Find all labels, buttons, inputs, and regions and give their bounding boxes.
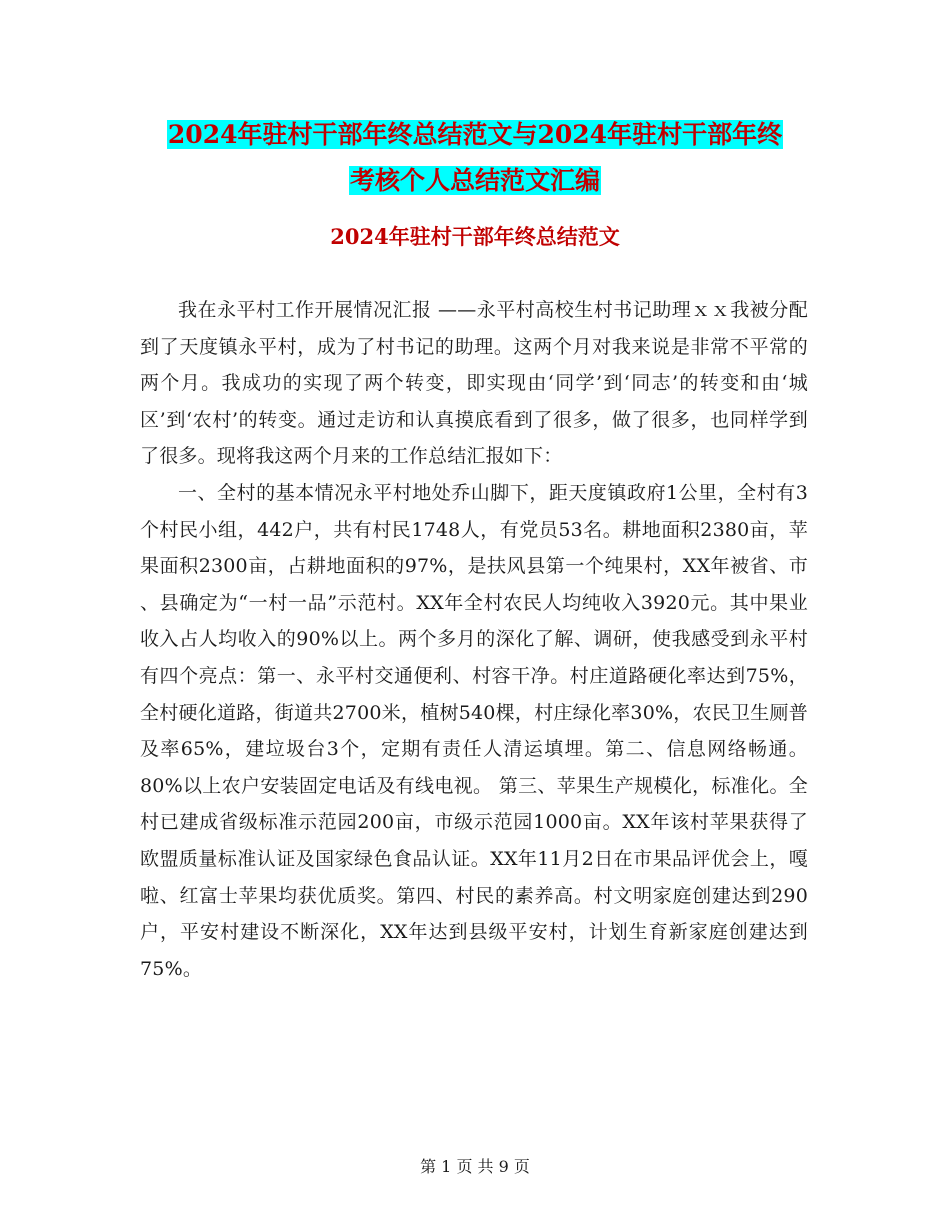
document-title-line-2: 考核个人总结范文汇编 (349, 166, 600, 195)
document-title-line-1: 2024年驻村干部年终总结范文与2024年驻村干部年终 (167, 120, 783, 149)
document-title (0, 112, 950, 204)
body-paragraph: 一、全村的基本情况永平村地处乔山脚下，距天度镇政府1公里，全村有3个村民小组，442户，共有村民1748人，有党员53名。耕地面积2380亩，苹果面积2300亩，占耕地面积的97%，是扶风县第一个纯果村，XX年被省、市 、县确定为“一村一品”示范村。XX年全村农民人均纯收入3920元。其中果业收入占人均收入的90%以上。两个多月的深化了解、调研，使我感受到永平村有四个亮点：第一、永平村交通便利、村容干净。村庄道路硬化率达到75%，全村硬化道路，街道共2700米，植树540棵，村庄绿化率30%，农民卫生厕普及率65%，建垃圾台3个，定期有责任人清运填埋。第二、信息网络畅通。80%以上农户安装固定电话及有线电视。 第三、苹果生产规模化，标准化。全村已建成省级标准示范园200亩，市级示范园1000亩。XX年该村苹果获得了欧盟质量标准认证及国家绿色食品认证。XX年11月2日在市果品评优会上，嘎啦、红富士苹果均获优质奖。第四、村民的素养高。村文明家庭创建达到290户，平安村建设不断深化，XX年达到县级平安村，计划生育新家庭创建达到75%。 (140, 481, 808, 980)
body-paragraph: 我在永平村工作开展情况汇报 ——永平村高校生村书记助理ｘｘ我被分配到了天度镇永平村，成为了村书记的助理。这两个月对我来说是非常不平常的两个月。我成功的实现了两个转变，即实现由‘同学’到‘同志’的转变和由‘城区’到‘农村’的转变。通过走访和认真摸底看到了很多，做了很多，也同样学到了很多。现将我这两个月来的工作总结汇报如下： (140, 299, 808, 468)
section-title: 2024年驻村干部年终总结范文 (330, 224, 620, 249)
document-body (140, 292, 808, 987)
page-footer: 第 1 页 共 9 页 (420, 1157, 530, 1176)
